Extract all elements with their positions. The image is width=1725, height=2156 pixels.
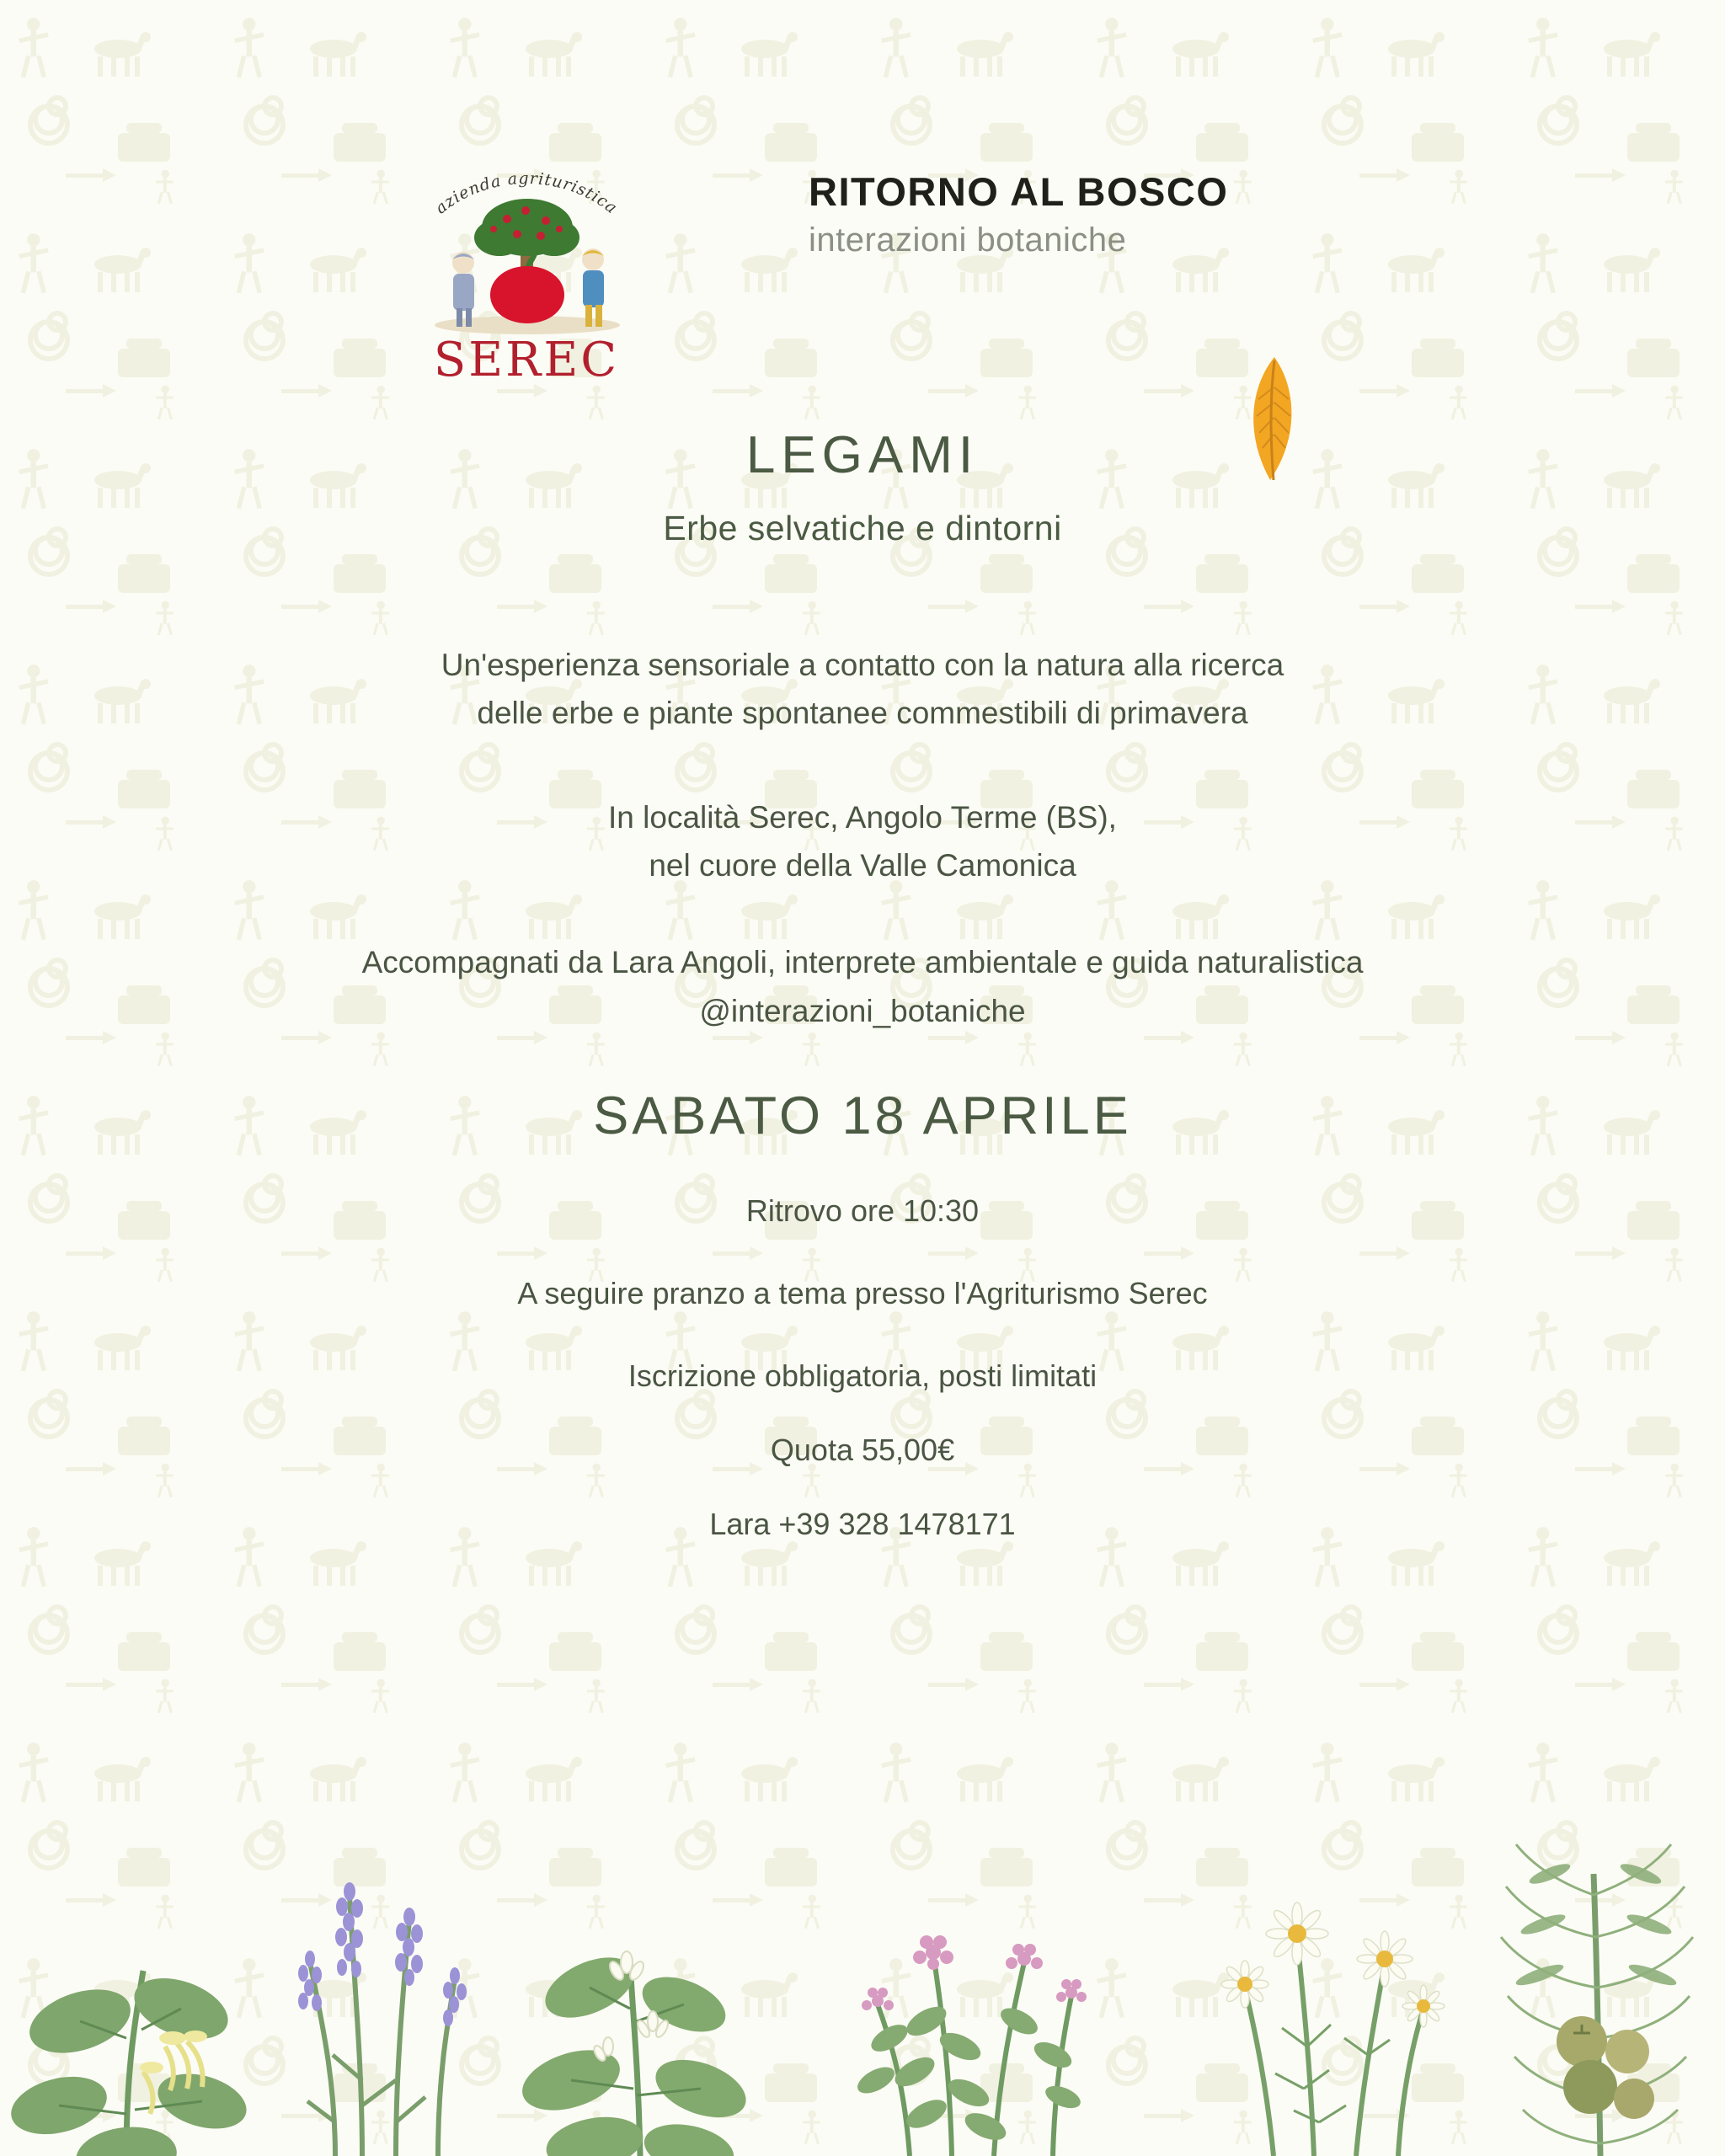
description-line-1: Un'esperienza sensoriale a contatto con la natura alla ricerca	[441, 648, 1284, 682]
serec-logo	[396, 143, 657, 387]
description-line-2: delle erbe e piante spontanee commestibili di primavera	[477, 696, 1248, 731]
brand-block	[809, 168, 1280, 259]
event-subtitle: Erbe selvatiche e dintorni	[663, 509, 1062, 547]
brand-subtitle: interazioni botaniche	[809, 221, 1127, 259]
location-line-2: nel cuore della Valle Camonica	[649, 848, 1076, 883]
guide-handle: @interazioni_botaniche	[699, 993, 1026, 1028]
serec-illustration	[419, 175, 634, 335]
event-title: LEGAMI	[745, 426, 980, 484]
lunch-note: A seguire pranzo a tema presso l'Agriturismo Serec	[517, 1276, 1208, 1311]
guide-line-1: Accompagnati da Lara Angoli, interprete ambientale e guida naturalistica	[361, 945, 1364, 980]
meeting-time: Ritrovo ore 10:30	[745, 1193, 980, 1229]
poster-header	[0, 126, 1725, 404]
event-date: SABATO 18 APRILE	[593, 1086, 1132, 1146]
booking-info	[0, 1358, 1725, 1542]
location-line-1: In località Serec, Angolo Terme (BS),	[608, 799, 1117, 835]
poster-content	[0, 425, 1725, 1581]
registration-note: Iscrizione obbligatoria, posti limitati	[628, 1358, 1097, 1394]
contact-note: Lara +39 328 1478171	[709, 1507, 1016, 1542]
brand-title: RITORNO AL BOSCO	[809, 169, 1229, 214]
serec-wordmark: SEREC	[433, 333, 620, 387]
price-note: Quota 55,00€	[770, 1433, 955, 1468]
serec-arc-label: azienda agrituristica	[431, 168, 622, 218]
